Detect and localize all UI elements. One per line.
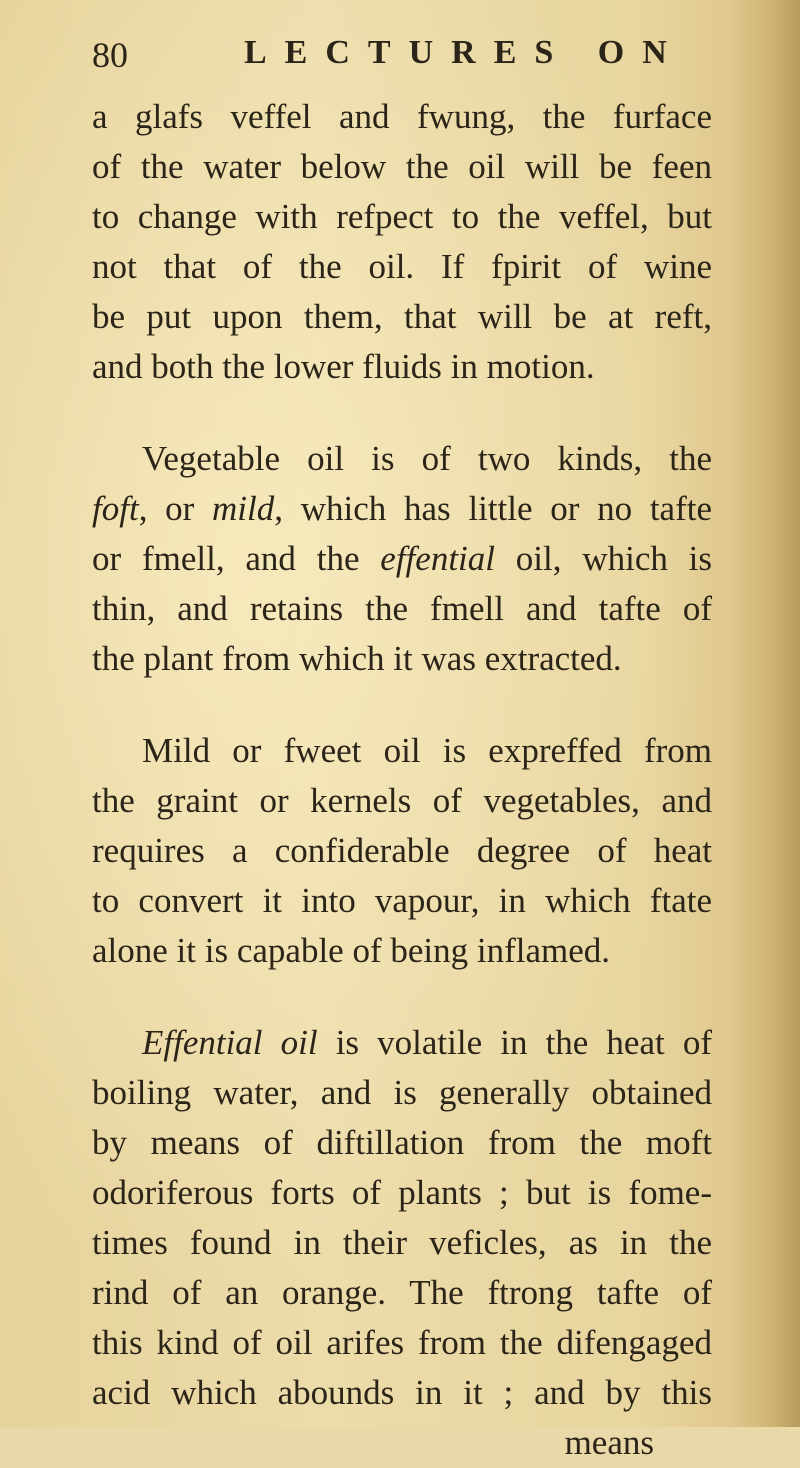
text-run: , which has little or no tafte — [274, 489, 712, 528]
body-text — [92, 92, 712, 1468]
text-line: the plant from which it was extracted. — [92, 639, 622, 678]
italic-term: Effential oil — [142, 1023, 318, 1062]
text-run: is volatile in the heat of — [317, 1023, 712, 1062]
paragraph — [92, 92, 712, 392]
text-line: odoriferous forts of plants ; but is fome- — [92, 1173, 712, 1212]
text-line: Vegetable oil is of two kinds, the — [142, 439, 712, 478]
text-line: Mild or fweet oil is expreffed from — [142, 731, 712, 770]
page-number: 80 — [92, 35, 128, 75]
text-line: a glafs veffel and fwung, the furface — [92, 97, 712, 136]
paragraph — [92, 1018, 712, 1468]
text-line: boiling water, and is generally obtained — [92, 1073, 712, 1112]
italic-term: mild — [212, 489, 275, 528]
page-header — [92, 34, 732, 84]
text-line: be put upon them, that will be at reft, — [92, 297, 712, 336]
text-line: times found in their veficles, as in the — [92, 1223, 712, 1262]
text-line: not that of the oil. If fpirit of wine — [92, 247, 712, 286]
text-run: oil, which is — [495, 539, 713, 578]
text-line — [92, 534, 712, 584]
text-line: rind of an orange. The ftrong tafte of — [92, 1273, 712, 1312]
italic-term: foft — [92, 489, 139, 528]
text-line: and both the lower fluids in motion. — [92, 347, 595, 386]
text-line: requires a confiderable degree of heat — [92, 831, 712, 870]
text-line: alone it is capable of being inflamed. — [92, 931, 611, 970]
text-line — [92, 1018, 712, 1068]
italic-term: effential — [380, 539, 495, 578]
text-line — [92, 484, 712, 534]
text-line: of the water below the oil will be feen — [92, 147, 712, 186]
page-edge-shadow — [730, 0, 800, 1427]
catchword: means — [564, 1423, 654, 1462]
text-line: acid which abounds in it ; and by this — [92, 1373, 712, 1412]
text-line: by means of diftillation from the moft — [92, 1123, 712, 1162]
text-line: this kind of oil arifes from the difengaged — [92, 1323, 712, 1362]
text-line: to change with refpect to the veffel, but — [92, 197, 712, 236]
text-run: , or — [138, 489, 213, 528]
text-line: thin, and retains the fmell and tafte of — [92, 589, 712, 628]
paragraph — [92, 434, 712, 684]
text-run: or fmell, and the — [92, 539, 381, 578]
paragraph — [92, 726, 712, 976]
text-line: to convert it into vapour, in which ftate — [92, 881, 712, 920]
running-title: LECTURES ON — [244, 34, 685, 71]
text-line: the graint or kernels of vegetables, and — [92, 781, 712, 820]
